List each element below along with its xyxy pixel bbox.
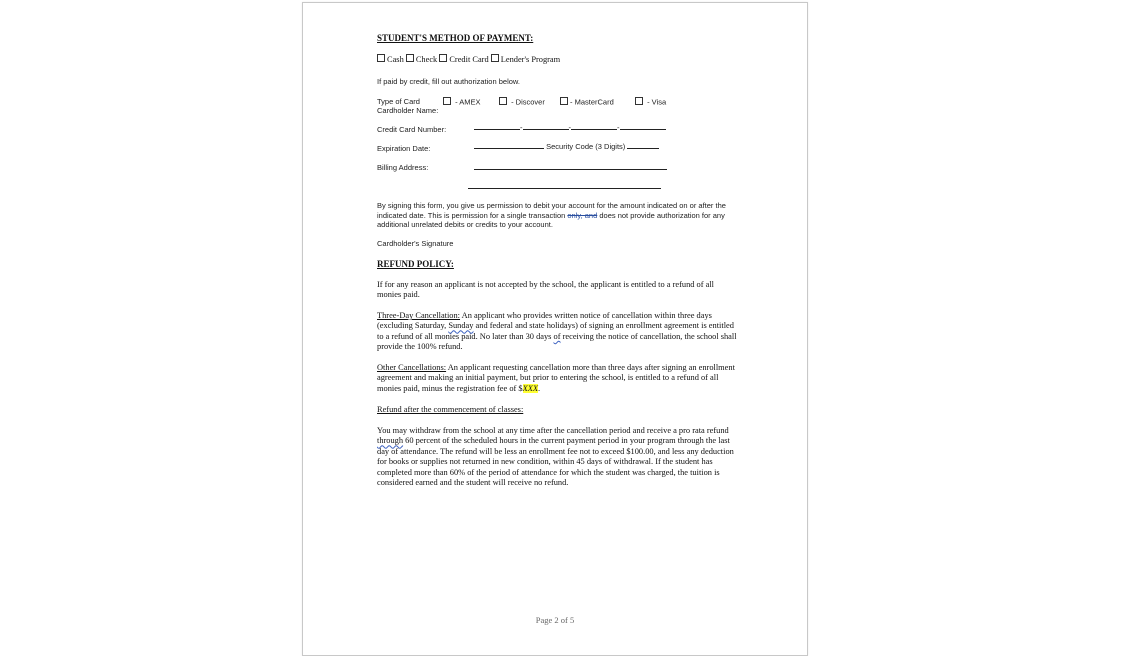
payment-methods [377, 54, 560, 64]
checkbox-icon [439, 54, 447, 62]
cardholder-name-label: Cardholder Name: [377, 106, 439, 115]
authorization-text: By signing this form, you give us permission to debit your account for the amount indicated on or after the indicated date. This is permission for a single transaction only, and does not provide authorization for any additional unrelated debits or credits to your account. [377, 201, 726, 230]
card-number-group-4[interactable] [620, 122, 666, 130]
expiration-field[interactable] [474, 141, 544, 149]
other-cancellations-paragraph: Other Cancellations: An applicant requesting cancellation more than three days after signing an enrollment agreement and making an initial payment, but prior to entering the school, is entitled to a refund of all monies paid, minus the registration fee of $XXX. [377, 363, 735, 393]
security-code-label: Security Code (3 Digits) [546, 142, 626, 151]
document-page [302, 2, 808, 656]
checkbox-icon [499, 97, 507, 105]
lenders-program-checkbox[interactable]: Lender's Program [491, 55, 560, 64]
mastercard-checkbox[interactable]: - MasterCard [560, 97, 614, 107]
card-number-field[interactable]: - - - [474, 122, 666, 132]
credit-card-checkbox[interactable]: Credit Card [439, 55, 488, 64]
after-commencement-title: Refund after the commencement of classes: [377, 405, 524, 414]
check-checkbox[interactable]: Check [406, 55, 437, 64]
card-number-group-3[interactable] [571, 122, 617, 130]
tracked-deletion: only, and [567, 210, 598, 220]
payment-heading: STUDENT'S METHOD OF PAYMENT: [377, 33, 534, 43]
billing-address-line-1[interactable] [474, 161, 667, 170]
card-number-label: Credit Card Number: [377, 125, 447, 134]
checkbox-icon [377, 54, 385, 62]
billing-label: Billing Address: [377, 163, 429, 172]
after-commencement-paragraph: You may withdraw from the school at any time after the cancellation period and receive a pro rata refund through 60 percent of the scheduled hours in the current payment period in your program through the last day of attendance. The refund will be less an enrollment fee not to exceed $100.00, and less any deduction for books or supplies not returned in new condition, within 45 days of withdrawal. If the student has completed more than 60% of the period of attendance for which the student was charged, the tuition is considered earned and the student will receive no refund. [377, 426, 734, 488]
checkbox-icon [560, 97, 568, 105]
three-day-title: Three-Day Cancellation: [377, 311, 461, 320]
card-number-group-1[interactable] [474, 122, 520, 130]
cash-checkbox[interactable]: Cash [377, 55, 404, 64]
checkbox-icon [491, 54, 499, 62]
other-cancellations-title: Other Cancellations: [377, 363, 447, 372]
expiration-row [474, 141, 659, 151]
amex-checkbox[interactable]: - AMEX [443, 97, 481, 107]
type-of-card-label: Type of Card [377, 97, 420, 106]
refund-heading: REFUND POLICY: [377, 259, 454, 269]
refund-paragraph-1: If for any reason an applicant is not accepted by the school, the applicant is entitled to a refund of all monies paid. [377, 280, 714, 300]
checkbox-icon [406, 54, 414, 62]
checkbox-icon [443, 97, 451, 105]
page-number: Page 2 of 5 [535, 615, 575, 625]
signature-label: Cardholder's Signature [377, 239, 454, 248]
billing-address-line-2[interactable] [468, 180, 661, 189]
expiration-label: Expiration Date: [377, 144, 431, 153]
card-number-group-2[interactable] [523, 122, 569, 130]
three-day-paragraph: Three-Day Cancellation: An applicant who provides written notice of cancellation within three days (excluding Saturday, Sunday and federal and state holidays) of signing an enrollment agreement is entitled to a refund of all monies paid. No later than 30 days of receiving the notice of cancellation, the school shall provide the 100% refund. [377, 311, 737, 352]
discover-checkbox[interactable]: - Discover [499, 97, 545, 107]
highlighted-fee: XXX [522, 383, 538, 393]
checkbox-icon [635, 97, 643, 105]
visa-checkbox[interactable]: - Visa [635, 97, 666, 107]
security-code-field[interactable] [627, 141, 659, 149]
credit-note: If paid by credit, fill out authorization below. [377, 77, 520, 86]
